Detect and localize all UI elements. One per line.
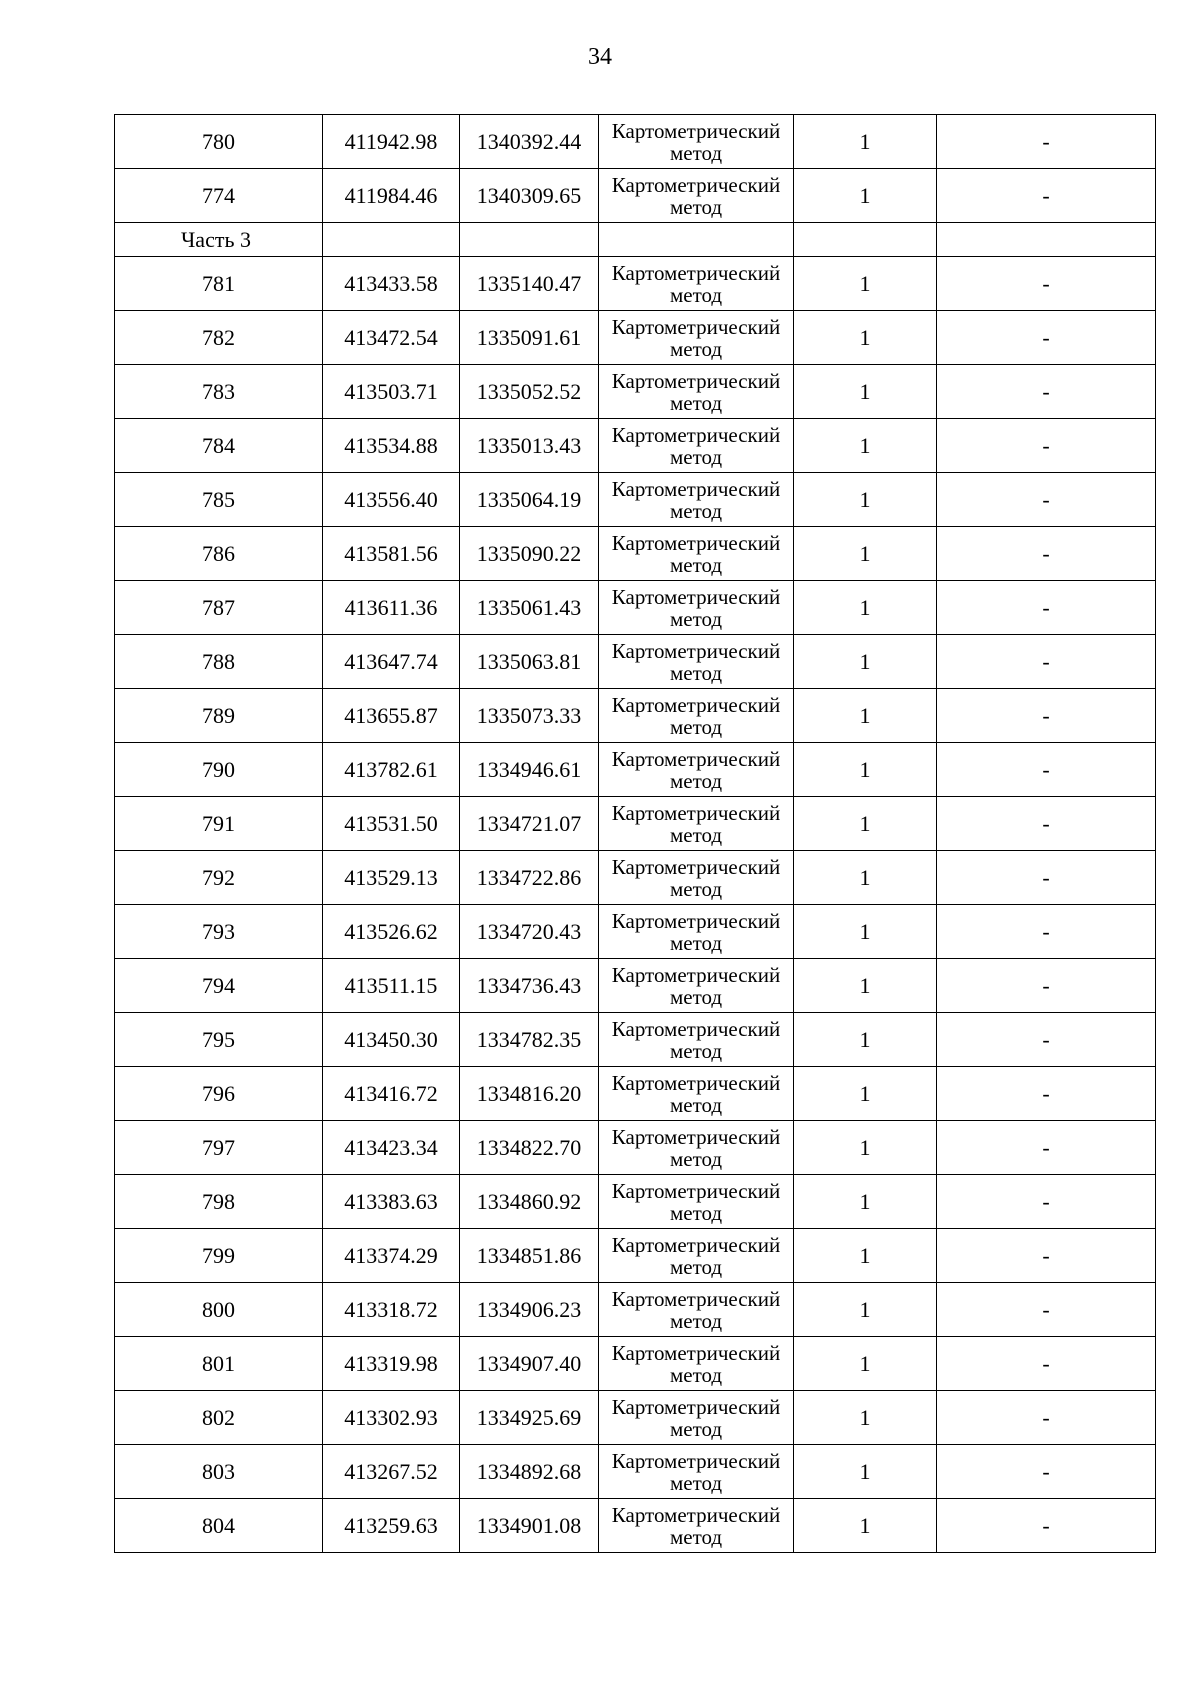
coordinate-y: 1335140.47 [460,257,599,311]
method-cell [599,635,794,689]
method-text-line: метод [669,282,723,307]
method-text-line: Картометрический [611,1178,781,1203]
table-row [115,1391,1156,1445]
table-row [115,1283,1156,1337]
method-cell [599,689,794,743]
coordinate-x: 413374.29 [323,1229,460,1283]
accuracy-value: 1 [794,527,937,581]
method-cell [599,527,794,581]
method-text-line: Картометрический [611,368,781,393]
method-text-line: Картометрический [611,1232,781,1257]
method-cell [599,743,794,797]
method-text-line: Картометрический [611,908,781,933]
method-text-line: Картометрический [611,1448,781,1473]
method-cell [599,257,794,311]
method-text-line: метод [669,714,723,739]
table-row [115,1013,1156,1067]
method-text-line: Картометрический [611,854,781,879]
accuracy-value: 1 [794,1013,937,1067]
coordinate-y: 1335073.33 [460,689,599,743]
method-text-line: метод [669,930,723,955]
method-cell [599,1499,794,1553]
coordinate-x: 413526.62 [323,905,460,959]
point-number: 789 [115,689,323,743]
accuracy-value: 1 [794,419,937,473]
coordinate-x: 413259.63 [323,1499,460,1553]
coordinate-x: 413472.54 [323,311,460,365]
note-value: - [937,1391,1156,1445]
table-row [115,635,1156,689]
part-label: Часть 3 [115,223,323,257]
method-cell [599,169,794,223]
accuracy-value: 1 [794,169,937,223]
point-number: 787 [115,581,323,635]
point-number: 797 [115,1121,323,1175]
note-value: - [937,257,1156,311]
table-row [115,743,1156,797]
method-cell [599,1391,794,1445]
accuracy-value: 1 [794,635,937,689]
method-text-line: метод [669,660,723,685]
table-row [115,527,1156,581]
coordinate-x: 413318.72 [323,1283,460,1337]
accuracy-value: 1 [794,743,937,797]
method-text-line: метод [669,1092,723,1117]
coordinate-x: 413503.71 [323,365,460,419]
coordinate-x: 413423.34 [323,1121,460,1175]
accuracy-value: 1 [794,1499,937,1553]
empty-cell [937,223,1156,257]
method-text-line: Картометрический [611,1340,781,1365]
method-text-line: Картометрический [611,1502,781,1527]
empty-cell [599,223,794,257]
coordinate-y: 1340392.44 [460,115,599,169]
table-row [115,1445,1156,1499]
method-text-line: метод [669,552,723,577]
method-text-line: Картометрический [611,1070,781,1095]
method-text-line: метод [669,984,723,1009]
accuracy-value: 1 [794,1445,937,1499]
coordinate-y: 1334822.70 [460,1121,599,1175]
note-value: - [937,959,1156,1013]
method-cell [599,1067,794,1121]
accuracy-value: 1 [794,115,937,169]
table-row [115,1499,1156,1553]
method-text-line: метод [669,1470,723,1495]
accuracy-value: 1 [794,1121,937,1175]
note-value: - [937,311,1156,365]
coordinate-x: 413782.61 [323,743,460,797]
table-row [115,689,1156,743]
note-value: - [937,365,1156,419]
coordinate-y: 1334925.69 [460,1391,599,1445]
point-number: 794 [115,959,323,1013]
method-text-line: Картометрический [611,1124,781,1149]
coordinate-x: 411984.46 [323,169,460,223]
point-number: 788 [115,635,323,689]
table-row [115,851,1156,905]
coordinate-y: 1334906.23 [460,1283,599,1337]
point-number: 803 [115,1445,323,1499]
method-text-line: метод [669,336,723,361]
point-number: 802 [115,1391,323,1445]
accuracy-value: 1 [794,1229,937,1283]
table-row [115,311,1156,365]
note-value: - [937,689,1156,743]
accuracy-value: 1 [794,311,937,365]
note-value: - [937,1445,1156,1499]
table-row [115,419,1156,473]
note-value: - [937,1121,1156,1175]
method-text-line: метод [669,1038,723,1063]
table-row [115,581,1156,635]
point-number: 784 [115,419,323,473]
point-number: 792 [115,851,323,905]
note-value: - [937,1067,1156,1121]
method-text-line: Картометрический [611,638,781,663]
note-value: - [937,1499,1156,1553]
table-row [115,1067,1156,1121]
point-number: 791 [115,797,323,851]
accuracy-value: 1 [794,851,937,905]
method-text-line: метод [669,1146,723,1171]
method-text-line: Картометрический [611,314,781,339]
table-row [115,905,1156,959]
accuracy-value: 1 [794,905,937,959]
method-cell [599,1229,794,1283]
method-cell [599,1175,794,1229]
coordinate-y: 1334892.68 [460,1445,599,1499]
note-value: - [937,905,1156,959]
coordinate-x: 413267.52 [323,1445,460,1499]
coordinate-x: 413383.63 [323,1175,460,1229]
method-text-line: метод [669,1362,723,1387]
coordinate-y: 1335064.19 [460,473,599,527]
coordinate-x: 413611.36 [323,581,460,635]
accuracy-value: 1 [794,959,937,1013]
coordinate-y: 1334907.40 [460,1337,599,1391]
note-value: - [937,1013,1156,1067]
point-number: 790 [115,743,323,797]
method-text-line: метод [669,1254,723,1279]
coordinate-x: 413534.88 [323,419,460,473]
note-value: - [937,527,1156,581]
method-cell [599,419,794,473]
point-number: 786 [115,527,323,581]
note-value: - [937,1283,1156,1337]
method-text-line: Картометрический [611,1016,781,1041]
point-number: 796 [115,1067,323,1121]
coordinate-x: 413529.13 [323,851,460,905]
table-row [115,169,1156,223]
point-number: 781 [115,257,323,311]
coordinate-y: 1334722.86 [460,851,599,905]
coordinate-y: 1334721.07 [460,797,599,851]
point-number: 800 [115,1283,323,1337]
method-cell [599,1283,794,1337]
method-cell [599,1337,794,1391]
coordinates-table-body [115,115,1156,1553]
note-value: - [937,581,1156,635]
method-cell [599,797,794,851]
note-value: - [937,1175,1156,1229]
method-text-line: Картометрический [611,422,781,447]
coordinates-table [114,114,1156,1553]
coordinate-x: 413655.87 [323,689,460,743]
note-value: - [937,115,1156,169]
point-number: 782 [115,311,323,365]
method-text-line: Картометрический [611,118,781,143]
method-text-line: Картометрический [611,476,781,501]
table-row [115,115,1156,169]
coordinate-x: 413302.93 [323,1391,460,1445]
point-number: 801 [115,1337,323,1391]
method-text-line: Картометрический [611,584,781,609]
coordinate-x: 413319.98 [323,1337,460,1391]
accuracy-value: 1 [794,1391,937,1445]
point-number: 795 [115,1013,323,1067]
empty-cell [460,223,599,257]
accuracy-value: 1 [794,473,937,527]
method-cell [599,851,794,905]
table-row [115,365,1156,419]
table-row [115,959,1156,1013]
coordinate-y: 1335061.43 [460,581,599,635]
coordinate-x: 413556.40 [323,473,460,527]
coordinate-x: 413581.56 [323,527,460,581]
method-text-line: метод [669,194,723,219]
table-row [115,1337,1156,1391]
method-text-line: метод [669,768,723,793]
method-text-line: метод [669,606,723,631]
coordinate-y: 1334720.43 [460,905,599,959]
method-text-line: метод [669,1200,723,1225]
method-text-line: Картометрический [611,1394,781,1419]
method-text-line: Картометрический [611,962,781,987]
method-cell [599,905,794,959]
accuracy-value: 1 [794,257,937,311]
coordinate-x: 413531.50 [323,797,460,851]
accuracy-value: 1 [794,365,937,419]
coordinate-y: 1334782.35 [460,1013,599,1067]
coordinate-x: 411942.98 [323,115,460,169]
method-text-line: Картометрический [611,692,781,717]
method-cell [599,1013,794,1067]
method-text-line: метод [669,1416,723,1441]
table-row [115,797,1156,851]
note-value: - [937,1229,1156,1283]
point-number: 804 [115,1499,323,1553]
coordinate-y: 1340309.65 [460,169,599,223]
table-row [115,1229,1156,1283]
table-row [115,1121,1156,1175]
coordinate-y: 1334946.61 [460,743,599,797]
method-text-line: метод [669,876,723,901]
coordinate-y: 1334851.86 [460,1229,599,1283]
accuracy-value: 1 [794,689,937,743]
method-text-line: Картометрический [611,260,781,285]
method-text-line: метод [669,140,723,165]
method-cell [599,1121,794,1175]
coordinate-y: 1335013.43 [460,419,599,473]
method-cell [599,581,794,635]
coordinate-x: 413433.58 [323,257,460,311]
method-cell [599,473,794,527]
coordinate-y: 1335091.61 [460,311,599,365]
method-cell [599,959,794,1013]
note-value: - [937,851,1156,905]
method-text-line: метод [669,1524,723,1549]
note-value: - [937,797,1156,851]
note-value: - [937,743,1156,797]
coordinate-y: 1334901.08 [460,1499,599,1553]
page-number: 34 [588,44,612,70]
coordinate-x: 413647.74 [323,635,460,689]
method-text-line: метод [669,498,723,523]
coordinate-y: 1335090.22 [460,527,599,581]
point-number: 783 [115,365,323,419]
method-cell [599,115,794,169]
coordinate-y: 1335063.81 [460,635,599,689]
point-number: 774 [115,169,323,223]
table-row [115,473,1156,527]
method-cell [599,311,794,365]
note-value: - [937,473,1156,527]
method-text-line: Картометрический [611,172,781,197]
method-cell [599,365,794,419]
accuracy-value: 1 [794,1175,937,1229]
part-header-row [115,223,1156,257]
note-value: - [937,169,1156,223]
method-text-line: метод [669,822,723,847]
method-cell [599,1445,794,1499]
method-text-line: метод [669,1308,723,1333]
coordinate-y: 1335052.52 [460,365,599,419]
empty-cell [323,223,460,257]
method-text-line: Картометрический [611,530,781,555]
point-number: 780 [115,115,323,169]
accuracy-value: 1 [794,1337,937,1391]
table-row [115,1175,1156,1229]
accuracy-value: 1 [794,797,937,851]
coordinate-y: 1334860.92 [460,1175,599,1229]
note-value: - [937,635,1156,689]
note-value: - [937,419,1156,473]
coordinate-y: 1334736.43 [460,959,599,1013]
point-number: 793 [115,905,323,959]
coordinate-y: 1334816.20 [460,1067,599,1121]
method-text-line: Картометрический [611,800,781,825]
method-text-line: метод [669,444,723,469]
method-text-line: Картометрический [611,1286,781,1311]
method-text-line: метод [669,390,723,415]
coordinate-x: 413416.72 [323,1067,460,1121]
accuracy-value: 1 [794,1283,937,1337]
method-text-line: Картометрический [611,746,781,771]
point-number: 799 [115,1229,323,1283]
note-value: - [937,1337,1156,1391]
coordinate-x: 413511.15 [323,959,460,1013]
accuracy-value: 1 [794,581,937,635]
point-number: 798 [115,1175,323,1229]
empty-cell [794,223,937,257]
accuracy-value: 1 [794,1067,937,1121]
point-number: 785 [115,473,323,527]
coordinate-x: 413450.30 [323,1013,460,1067]
table-row [115,257,1156,311]
